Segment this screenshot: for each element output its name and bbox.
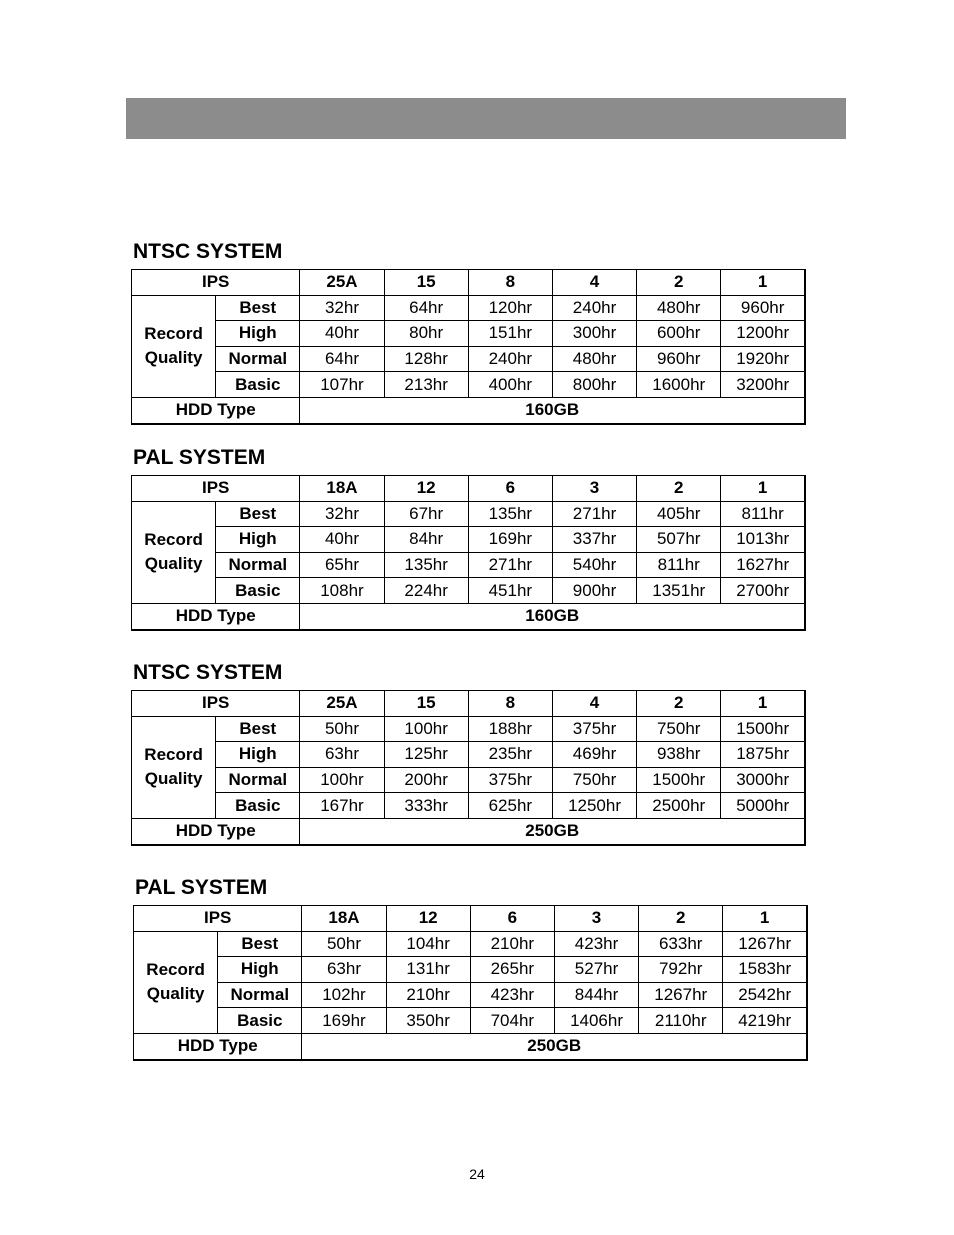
record-time-cell: 451hr xyxy=(468,578,552,604)
ips-value: 25A xyxy=(300,270,384,296)
record-time-cell: 1267hr xyxy=(723,931,807,957)
record-time-cell: 32hr xyxy=(300,295,384,321)
quality-row xyxy=(132,501,806,527)
record-time-cell: 128hr xyxy=(384,346,468,372)
record-time-table xyxy=(131,690,806,846)
record-time-cell: 167hr xyxy=(300,793,384,819)
ips-value: 6 xyxy=(470,906,554,932)
record-time-cell: 2542hr xyxy=(723,982,807,1008)
record-time-cell: 1583hr xyxy=(723,957,807,983)
quality-level-label: Basic xyxy=(216,578,300,604)
quality-level-label: Basic xyxy=(216,793,300,819)
quality-row xyxy=(132,321,806,347)
record-time-cell: 900hr xyxy=(552,578,636,604)
record-time-cell: 469hr xyxy=(552,742,636,768)
quality-row xyxy=(132,372,806,398)
record-time-cell: 235hr xyxy=(468,742,552,768)
record-time-cell: 405hr xyxy=(637,501,721,527)
quality-level-label: Best xyxy=(216,295,300,321)
record-time-cell: 3200hr xyxy=(721,372,805,398)
record-time-cell: 333hr xyxy=(384,793,468,819)
record-label-line1: Record xyxy=(144,324,203,344)
record-time-cell: 80hr xyxy=(384,321,468,347)
record-time-cell: 527hr xyxy=(554,957,638,983)
record-time-cell: 40hr xyxy=(300,527,384,553)
record-time-cell: 40hr xyxy=(300,321,384,347)
record-quality-label xyxy=(134,931,218,1033)
quality-row xyxy=(132,295,806,321)
record-label-line1: Record xyxy=(144,745,203,765)
record-time-table xyxy=(133,905,808,1061)
record-time-cell: 800hr xyxy=(552,372,636,398)
record-time-cell: 120hr xyxy=(468,295,552,321)
record-time-cell: 1250hr xyxy=(552,793,636,819)
record-time-cell: 64hr xyxy=(300,346,384,372)
record-time-cell: 3000hr xyxy=(721,767,805,793)
ips-label: IPS xyxy=(132,691,300,717)
ips-value: 3 xyxy=(552,476,636,502)
hdd-type-label: HDD Type xyxy=(132,603,300,629)
record-time-cell: 844hr xyxy=(554,982,638,1008)
record-time-section xyxy=(133,876,808,1061)
hdd-row xyxy=(132,603,806,629)
record-time-cell: 108hr xyxy=(300,578,384,604)
record-time-cell: 210hr xyxy=(470,931,554,957)
record-time-cell: 423hr xyxy=(554,931,638,957)
record-label-line1: Record xyxy=(146,960,205,980)
ips-label: IPS xyxy=(134,906,302,932)
ips-value: 8 xyxy=(468,270,552,296)
record-time-cell: 750hr xyxy=(552,767,636,793)
record-label-line2: Quality xyxy=(146,984,205,1004)
quality-row xyxy=(132,552,806,578)
record-time-cell: 271hr xyxy=(552,501,636,527)
record-time-cell: 125hr xyxy=(384,742,468,768)
record-time-cell: 2110hr xyxy=(639,1008,723,1034)
quality-row xyxy=(134,982,808,1008)
record-time-cell: 600hr xyxy=(637,321,721,347)
ips-value: 12 xyxy=(384,476,468,502)
quality-level-label: Best xyxy=(218,931,302,957)
quality-row xyxy=(132,578,806,604)
record-time-cell: 1627hr xyxy=(721,552,805,578)
record-time-cell: 750hr xyxy=(637,716,721,742)
record-time-cell: 350hr xyxy=(386,1008,470,1034)
record-time-cell: 811hr xyxy=(637,552,721,578)
record-time-cell: 32hr xyxy=(300,501,384,527)
record-time-cell: 300hr xyxy=(552,321,636,347)
quality-level-label: Basic xyxy=(216,372,300,398)
record-time-cell: 1500hr xyxy=(721,716,805,742)
record-time-cell: 1600hr xyxy=(637,372,721,398)
record-time-cell: 633hr xyxy=(639,931,723,957)
record-time-cell: 480hr xyxy=(637,295,721,321)
quality-row xyxy=(132,716,806,742)
record-quality-label xyxy=(132,295,216,397)
quality-level-label: Best xyxy=(216,716,300,742)
record-time-section xyxy=(131,446,806,631)
record-time-cell: 811hr xyxy=(721,501,805,527)
record-time-cell: 960hr xyxy=(721,295,805,321)
quality-row xyxy=(134,957,808,983)
record-time-cell: 100hr xyxy=(384,716,468,742)
ips-value: 1 xyxy=(721,691,805,717)
hdd-type-label: HDD Type xyxy=(132,818,300,844)
quality-row xyxy=(134,1008,808,1034)
record-time-cell: 507hr xyxy=(637,527,721,553)
quality-level-label: Normal xyxy=(218,982,302,1008)
ips-header-row xyxy=(134,906,808,932)
ips-value: 2 xyxy=(637,270,721,296)
ips-value: 18A xyxy=(300,476,384,502)
record-time-cell: 240hr xyxy=(552,295,636,321)
record-time-cell: 107hr xyxy=(300,372,384,398)
record-time-cell: 960hr xyxy=(637,346,721,372)
ips-value: 8 xyxy=(468,691,552,717)
record-time-cell: 792hr xyxy=(639,957,723,983)
ips-value: 25A xyxy=(300,691,384,717)
record-time-cell: 200hr xyxy=(384,767,468,793)
hdd-type-label: HDD Type xyxy=(134,1033,302,1059)
record-time-cell: 271hr xyxy=(468,552,552,578)
hdd-type-label: HDD Type xyxy=(132,397,300,423)
record-time-cell: 1500hr xyxy=(637,767,721,793)
quality-level-label: Basic xyxy=(218,1008,302,1034)
hdd-capacity: 250GB xyxy=(300,818,805,844)
record-time-cell: 1920hr xyxy=(721,346,805,372)
record-time-cell: 1013hr xyxy=(721,527,805,553)
record-label-line2: Quality xyxy=(144,769,203,789)
record-time-cell: 704hr xyxy=(470,1008,554,1034)
record-time-cell: 213hr xyxy=(384,372,468,398)
record-time-cell: 84hr xyxy=(384,527,468,553)
record-time-cell: 131hr xyxy=(386,957,470,983)
record-time-cell: 67hr xyxy=(384,501,468,527)
ips-value: 1 xyxy=(721,476,805,502)
hdd-capacity: 160GB xyxy=(300,603,805,629)
record-time-cell: 400hr xyxy=(468,372,552,398)
ips-value: 2 xyxy=(639,906,723,932)
record-time-cell: 2500hr xyxy=(637,793,721,819)
ips-value: 6 xyxy=(468,476,552,502)
record-label-line2: Quality xyxy=(144,554,203,574)
ips-label: IPS xyxy=(132,476,300,502)
hdd-row xyxy=(134,1033,808,1059)
ips-label: IPS xyxy=(132,270,300,296)
hdd-row xyxy=(132,818,806,844)
hdd-row xyxy=(132,397,806,423)
ips-value: 15 xyxy=(384,691,468,717)
section-title: PAL SYSTEM xyxy=(133,446,266,469)
record-time-cell: 625hr xyxy=(468,793,552,819)
quality-row xyxy=(132,742,806,768)
page-number: 24 xyxy=(469,1166,485,1182)
quality-level-label: High xyxy=(218,957,302,983)
ips-value: 1 xyxy=(721,270,805,296)
record-time-cell: 151hr xyxy=(468,321,552,347)
record-time-table xyxy=(131,475,806,631)
quality-level-label: High xyxy=(216,742,300,768)
record-time-cell: 480hr xyxy=(552,346,636,372)
quality-level-label: Best xyxy=(216,501,300,527)
record-time-cell: 938hr xyxy=(637,742,721,768)
quality-level-label: Normal xyxy=(216,552,300,578)
record-time-cell: 1267hr xyxy=(639,982,723,1008)
record-time-cell: 135hr xyxy=(384,552,468,578)
ips-value: 4 xyxy=(552,270,636,296)
quality-level-label: Normal xyxy=(216,767,300,793)
record-time-cell: 375hr xyxy=(552,716,636,742)
record-time-cell: 63hr xyxy=(302,957,386,983)
record-time-cell: 1406hr xyxy=(554,1008,638,1034)
record-time-cell: 135hr xyxy=(468,501,552,527)
ips-value: 12 xyxy=(386,906,470,932)
record-time-cell: 64hr xyxy=(384,295,468,321)
section-title: NTSC SYSTEM xyxy=(133,240,283,263)
record-time-cell: 337hr xyxy=(552,527,636,553)
record-time-cell: 5000hr xyxy=(721,793,805,819)
record-time-cell: 63hr xyxy=(300,742,384,768)
record-time-cell: 540hr xyxy=(552,552,636,578)
ips-value: 2 xyxy=(637,476,721,502)
quality-row xyxy=(132,346,806,372)
quality-row xyxy=(134,931,808,957)
record-time-cell: 1351hr xyxy=(637,578,721,604)
record-time-cell: 1200hr xyxy=(721,321,805,347)
record-time-section xyxy=(131,661,806,846)
ips-value: 15 xyxy=(384,270,468,296)
header-bar xyxy=(126,98,846,139)
ips-value: 3 xyxy=(554,906,638,932)
quality-row xyxy=(132,527,806,553)
record-time-cell: 4219hr xyxy=(723,1008,807,1034)
quality-level-label: High xyxy=(216,527,300,553)
quality-row xyxy=(132,793,806,819)
ips-value: 2 xyxy=(637,691,721,717)
record-time-cell: 169hr xyxy=(302,1008,386,1034)
record-time-cell: 65hr xyxy=(300,552,384,578)
record-time-cell: 102hr xyxy=(302,982,386,1008)
record-time-cell: 423hr xyxy=(470,982,554,1008)
record-quality-label xyxy=(132,716,216,818)
record-time-cell: 210hr xyxy=(386,982,470,1008)
ips-value: 18A xyxy=(302,906,386,932)
record-time-cell: 169hr xyxy=(468,527,552,553)
record-label-line2: Quality xyxy=(144,348,203,368)
ips-header-row xyxy=(132,476,806,502)
quality-level-label: High xyxy=(216,321,300,347)
record-quality-label xyxy=(132,501,216,603)
ips-header-row xyxy=(132,691,806,717)
record-time-cell: 50hr xyxy=(302,931,386,957)
section-title: PAL SYSTEM xyxy=(135,876,268,899)
record-time-cell: 240hr xyxy=(468,346,552,372)
record-label-line1: Record xyxy=(144,530,203,550)
ips-header-row xyxy=(132,270,806,296)
hdd-capacity: 160GB xyxy=(300,397,805,423)
record-time-cell: 265hr xyxy=(470,957,554,983)
record-time-cell: 50hr xyxy=(300,716,384,742)
record-time-cell: 2700hr xyxy=(721,578,805,604)
quality-level-label: Normal xyxy=(216,346,300,372)
record-time-section xyxy=(131,240,806,425)
record-time-cell: 224hr xyxy=(384,578,468,604)
record-time-cell: 1875hr xyxy=(721,742,805,768)
record-time-cell: 100hr xyxy=(300,767,384,793)
ips-value: 4 xyxy=(552,691,636,717)
record-time-table xyxy=(131,269,806,425)
record-time-cell: 104hr xyxy=(386,931,470,957)
hdd-capacity: 250GB xyxy=(302,1033,807,1059)
ips-value: 1 xyxy=(723,906,807,932)
section-title: NTSC SYSTEM xyxy=(133,661,283,684)
quality-row xyxy=(132,767,806,793)
record-time-cell: 375hr xyxy=(468,767,552,793)
record-time-cell: 188hr xyxy=(468,716,552,742)
